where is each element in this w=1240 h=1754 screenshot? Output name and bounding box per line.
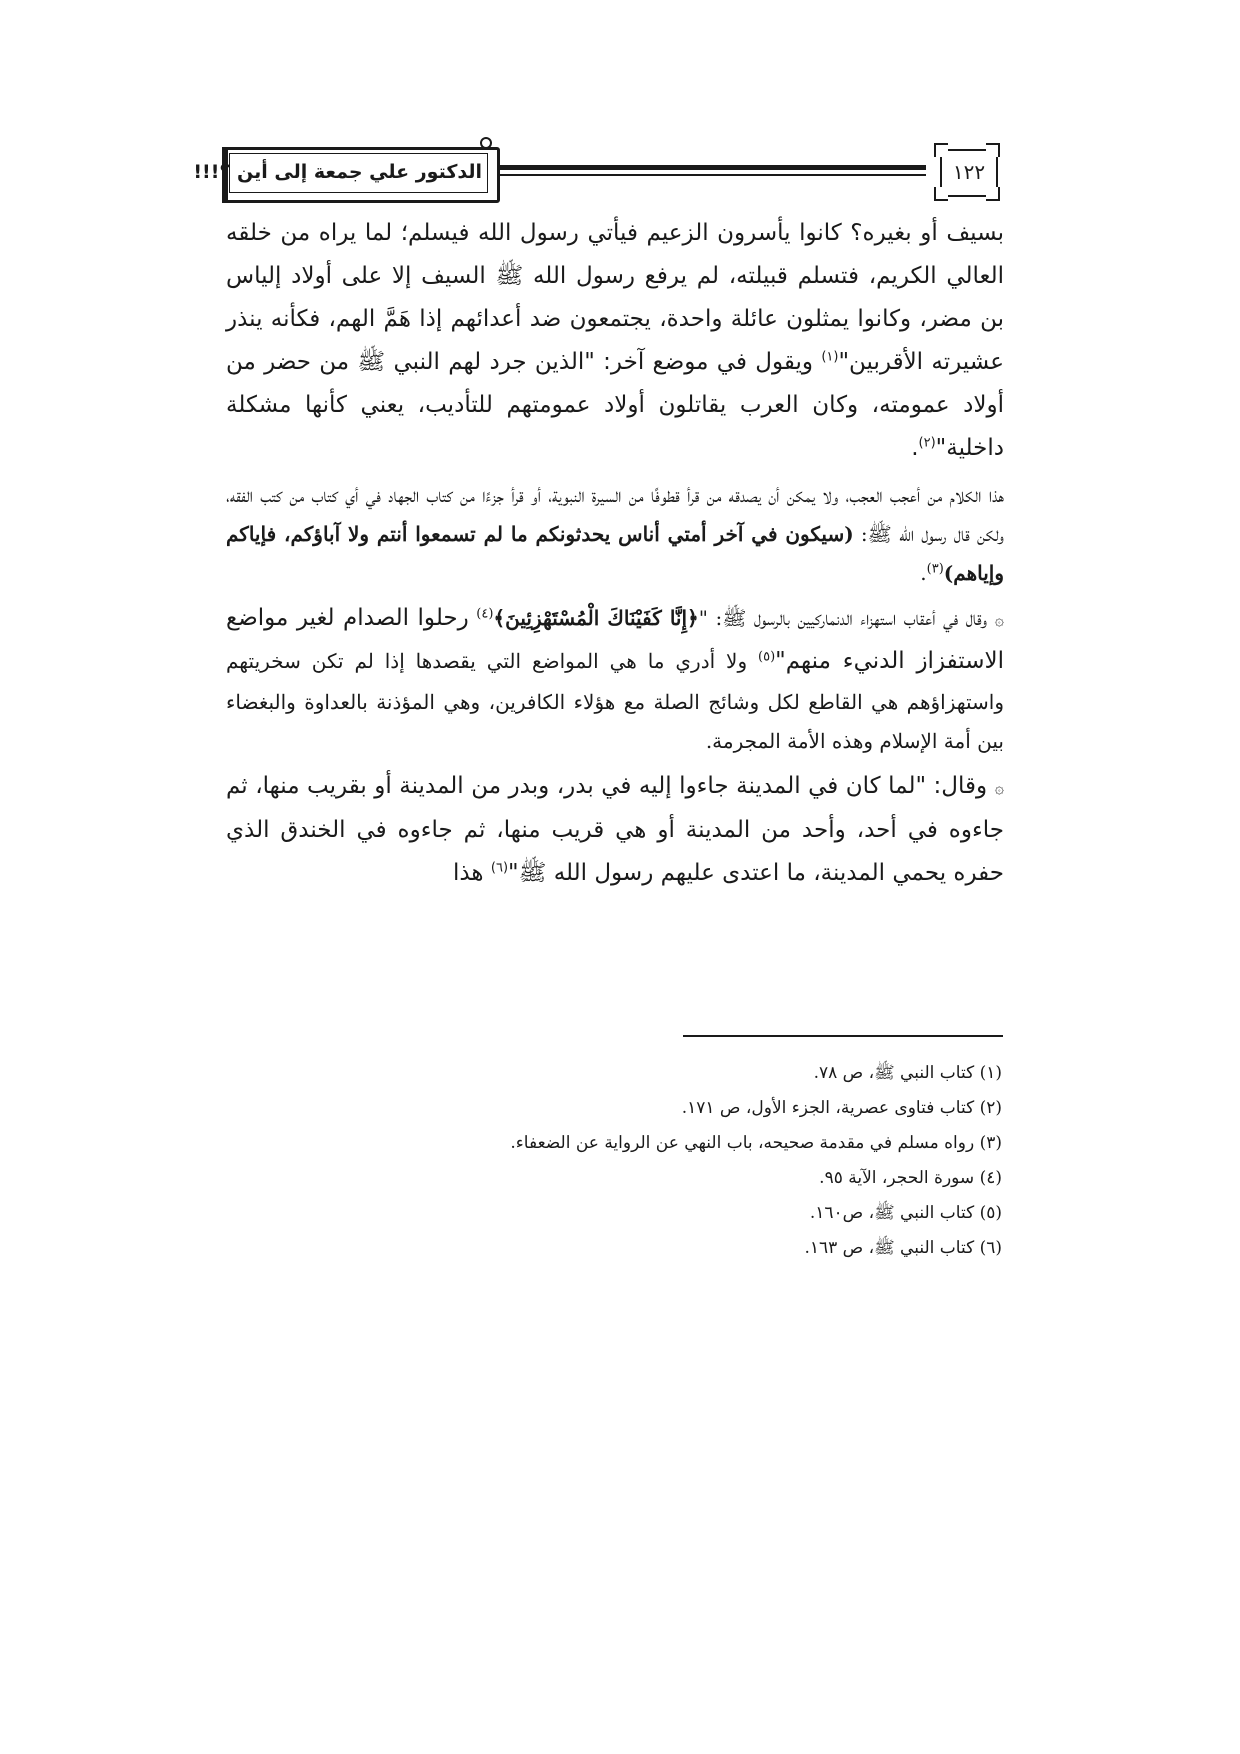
corner-ornament — [986, 143, 1000, 157]
footnote-item: (٢) كتاب فتاوى عصرية، الجزء الأول، ص ١٧١. — [681, 1098, 1002, 1118]
footnote-item: (٤) سورة الحجر، الآية ٩٥. — [819, 1168, 1002, 1188]
section-mark-icon: ۞ — [994, 778, 1004, 797]
footnote-item: (٥) كتاب النبي ﷺ، ص١٦٠. — [809, 1203, 1002, 1223]
header-rule-thin — [498, 174, 926, 176]
footnotes — [226, 1056, 1002, 1266]
hadith-quote: (سيكون في آخر أمتي أناس يحدثونكم ما لم تسمعوا أنتم ولا آباؤكم، فإياكم وإياهم) — [226, 522, 1004, 585]
paragraph-commentary-1 — [226, 476, 1004, 593]
footnote-item: (٣) رواه مسلم في مقدمة صحيحه، باب النهي عن الرواية عن الضعفاء. — [510, 1133, 1002, 1153]
corner-ornament — [934, 143, 948, 157]
section-mark-icon: ۞ — [994, 610, 1004, 629]
page-body — [226, 212, 1004, 895]
text: وقال في أعقاب استهزاء الدنماركيين بالرسول ﷺ: " — [698, 606, 995, 630]
quran-verse: ﴿إِنَّا كَفَيْنَاكَ الْمُسْتَهْزِئِينَ﴾ — [493, 606, 699, 630]
paragraph-quote-1 — [226, 212, 1004, 470]
text: هذا — [452, 860, 491, 886]
text: ولا أدري ما هي المواضع التي يقصدها إذا لم تكن سخريتهم واستهزاؤهم هي القاطع لكل وشائج الصلة مع هؤلاء الكافرين، وهي المؤذنة بالعداوة والبغضاء بين أمة الإسلام وهذه الأمة المجرمة. — [226, 649, 1004, 753]
footnote-item: (١) كتاب النبي ﷺ، ص ٧٨. — [813, 1063, 1002, 1083]
footnote-ref-5[interactable]: (٥) — [758, 649, 776, 665]
header-title-frame — [193, 143, 498, 205]
corner-ornament — [986, 187, 1000, 201]
text: هذا الكلام من أعجب العجب، ولا يمكن أن يصدقه من قرأ قطوفًا من السيرة النبوية، أو قرأ جزءًا من كتاب الجهاد في أي كتاب من كتب الفقه، ولكن قال رسول الله ﷺ: — [226, 483, 1004, 546]
paragraph-commentary-2 — [226, 597, 1004, 761]
footnote-ref-3[interactable]: (٣) — [926, 561, 944, 577]
text: . — [920, 561, 927, 585]
footnote-separator — [683, 1035, 1003, 1037]
running-header — [193, 143, 1004, 205]
footnote-ref-1[interactable]: (١) — [821, 349, 839, 365]
corner-ornament — [934, 187, 948, 201]
footnote-item: (٦) كتاب النبي ﷺ، ص ١٦٣. — [804, 1238, 1002, 1258]
header-rule-thick — [498, 165, 926, 170]
text: بسيف أو بغيره؟ كانوا يأسرون الزعيم فيأتي رسول الله فيسلم؛ لما يراه من خلقه العالي الكريم، فتسلم قبيلته، لم يرفع رسول الله ﷺ السيف إلا على أولاد إلياس بن مضر، وكانوا يمثلون عائلة واحدة، يجتمعون ضد أعدائهم إذا هَمَّ الهم، فكأنه ينذر عشيرته الأقربين" — [226, 220, 1004, 375]
frame-ornament — [480, 137, 492, 149]
page-number-frame — [934, 143, 1004, 205]
footnote-ref-6[interactable]: (٦) — [490, 860, 509, 876]
footnote-ref-2[interactable]: (٢) — [918, 435, 936, 451]
text: وقال: "لما كان في المدينة جاءوا إليه في بدر، وبدر من المدينة أو بقريب منها، ثم جاءوه في أحد، وأحد من المدينة أو هي قريب منها، ثم جاءوه في الخندق الذي حفره يحمي المدينة، ما اعتدى عليهم رسول الله ﷺ" — [226, 773, 1004, 886]
footnote-ref-4[interactable]: (٤) — [476, 606, 494, 622]
quote-inline: رحلوا الصدام لغير مواضع الاستفزاز الدنيء منهم" — [226, 605, 1004, 674]
header-title: الدكتور علي جمعة إلى أين ؟!!! — [193, 161, 482, 183]
page-number: ١٢٢ — [952, 160, 986, 184]
text: . — [911, 435, 919, 461]
text: ويقول في موضع آخر: "الذين جرد لهم النبي ﷺ من حضر من أولاد عمومته، وكان العرب يقاتلون أولاد عمومتهم للتأديب، يعني كأنها مشكلة داخلية" — [226, 349, 1004, 461]
paragraph-quote-2 — [226, 765, 1004, 895]
